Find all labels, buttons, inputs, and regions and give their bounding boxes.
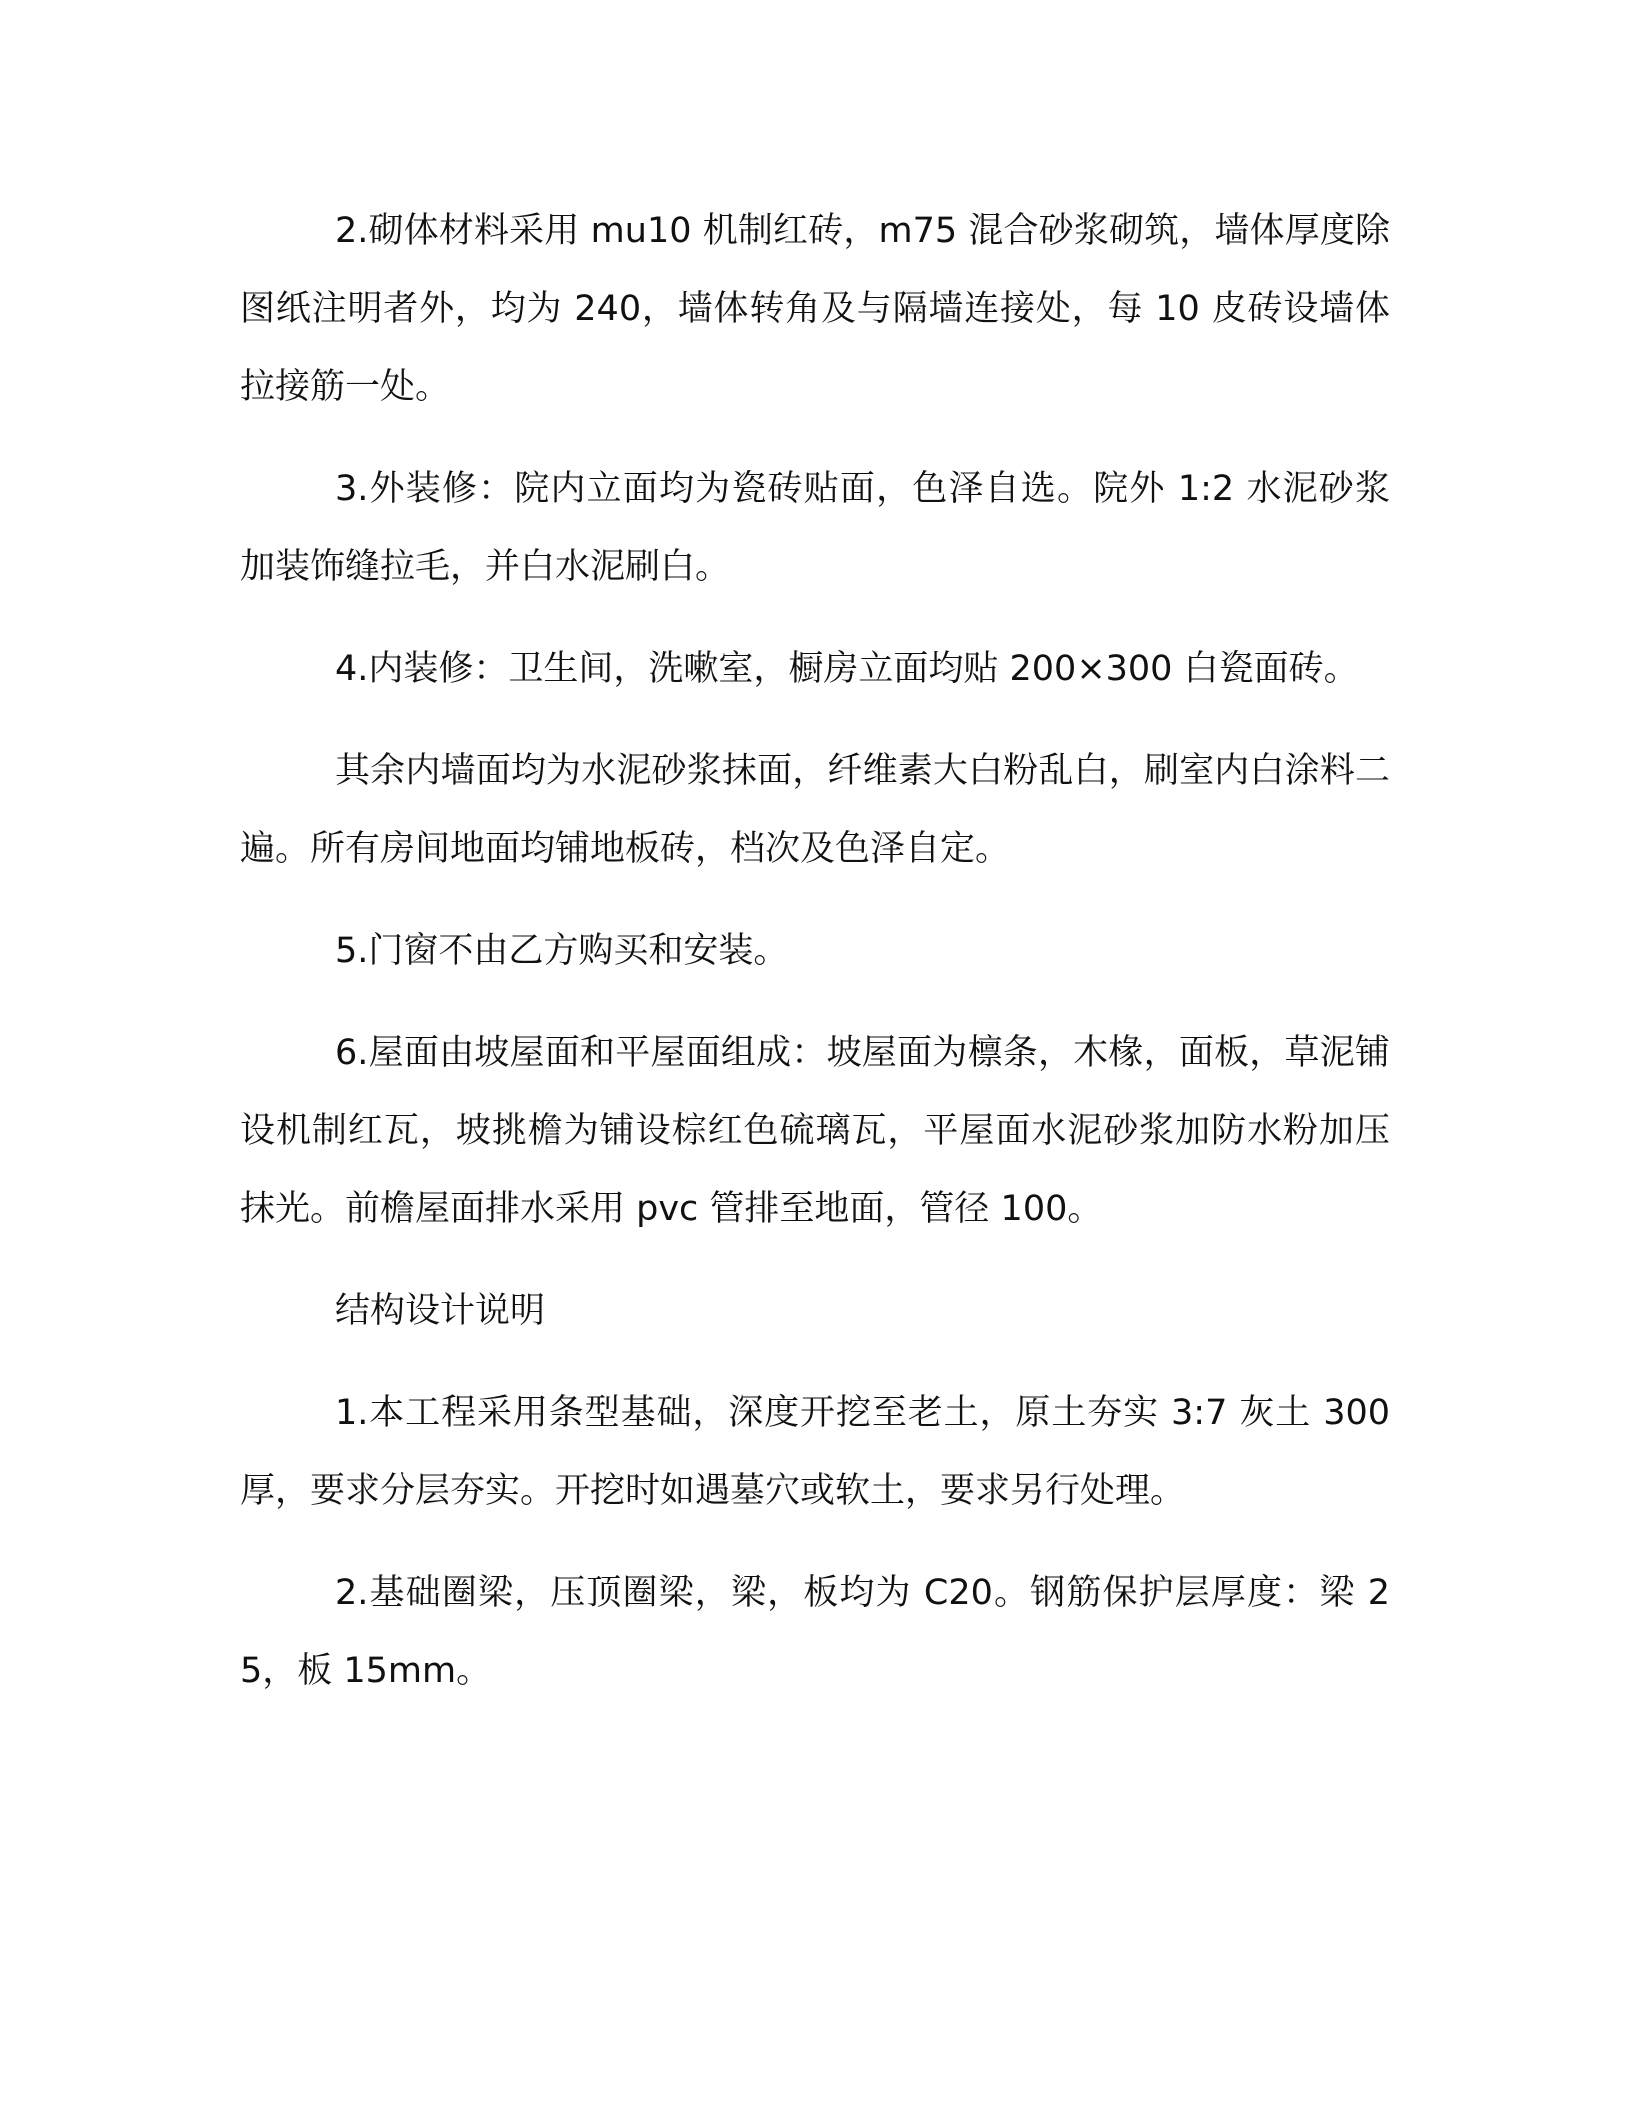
paragraph-masonry: 2.砌体材料采用 mu10 机制红砖，m75 混合砂浆砌筑，墙体厚度除图纸注明者外，均为 240，墙体转角及与隔墙连接处，每 10 皮砖设墙体拉接筋一处。 (240, 211, 1390, 407)
paragraph-foundation: 1.本工程采用条型基础，深度开挖至老土，原土夯实 3:7 灰土 300 厚，要求分层夯实。开挖时如遇墓穴或软土，要求另行处理。 (240, 1393, 1390, 1511)
paragraph-exterior-finish: 3.外装修：院内立面均为瓷砖贴面，色泽自选。院外 1:2 水泥砂浆加装饰缝拉毛，并白水泥刷白。 (240, 469, 1390, 587)
paragraph-roof: 6.屋面由坡屋面和平屋面组成：坡屋面为檩条，木椽，面板，草泥铺设机制红瓦，坡挑檐为铺设棕红色硫璃瓦，平屋面水泥砂浆加防水粉加压抹光。前檐屋面排水采用 pvc 管排至地面，管径 100。 (240, 1033, 1390, 1229)
paragraph-doors-windows: 5.门窗不由乙方购买和安装。 (335, 931, 789, 971)
paragraph-interior-finish: 4.内装修：卫生间，洗嗽室，橱房立面均贴 200×300 白瓷面砖。 (335, 649, 1359, 689)
section-heading-structural-design: 结构设计说明 (335, 1291, 546, 1331)
document-body (240, 192, 1390, 1710)
paragraph-beams-concrete: 2.基础圈梁，压顶圈梁，梁，板均为 C20。钢筋保护层厚度：梁 25，板 15mm。 (240, 1573, 1390, 1691)
paragraph-interior-walls: 其余内墙面均为水泥砂浆抹面，纤维素大白粉乱白，刷室内白涂料二遍。所有房间地面均铺地板砖，档次及色泽自定。 (240, 751, 1390, 869)
